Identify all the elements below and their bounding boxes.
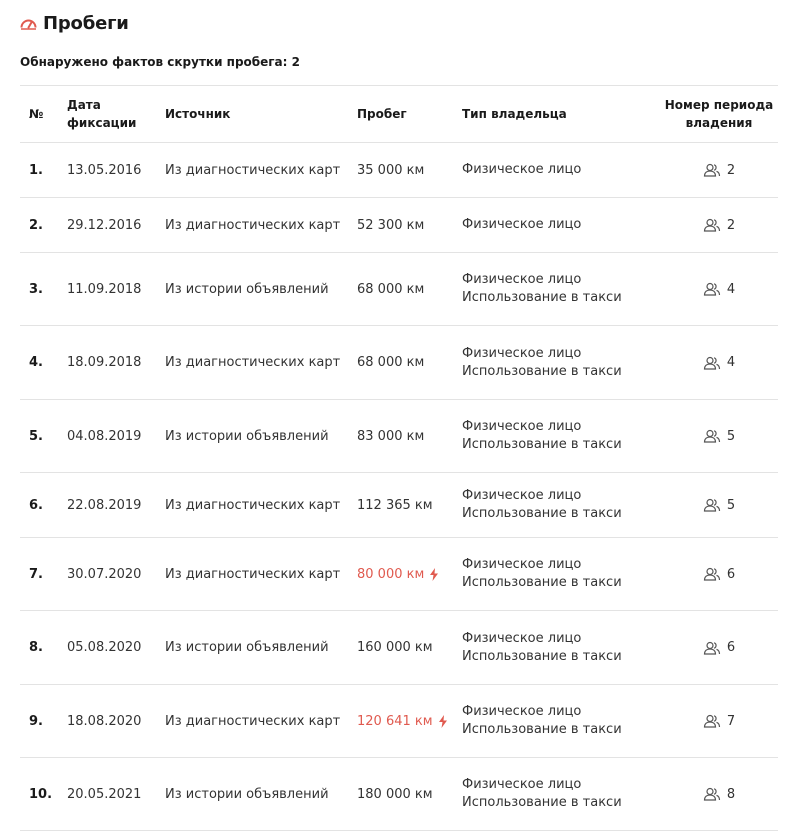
row-owner-period: [660, 685, 778, 757]
row-mileage-value: 83 000 км: [357, 428, 425, 444]
row-date: 18.08.2020: [67, 713, 142, 729]
row-number: 9.: [29, 713, 43, 729]
row-owner-period: [660, 538, 778, 610]
row-mileage: [357, 685, 457, 757]
table-row: [20, 198, 778, 253]
row-owner-period-value: 6: [726, 566, 736, 582]
row-owner-period-value: 2: [726, 217, 736, 233]
row-number: 2.: [29, 217, 43, 233]
owners-icon: [703, 218, 721, 232]
row-owner-type: [462, 473, 662, 537]
col-header-num: №: [29, 107, 44, 121]
owners-icon: [703, 567, 721, 581]
row-owner-type-line2: Использование в такси: [462, 290, 622, 305]
row-owner-type: [462, 253, 662, 325]
row-owner-type-line1: Физическое лицо: [462, 272, 582, 287]
row-owner-type-line2: Использование в такси: [462, 722, 622, 737]
row-number: 1.: [29, 162, 43, 178]
owners-icon: [703, 787, 721, 801]
row-owner-period: [660, 400, 778, 472]
owners-icon: [703, 641, 721, 655]
row-owner-type: [462, 538, 662, 610]
page-title: Пробеги: [43, 12, 129, 34]
row-owner-period-value: 2: [726, 162, 736, 178]
row-date: 20.05.2021: [67, 786, 142, 802]
table-header: [20, 85, 778, 143]
row-owner-period-value: 5: [726, 497, 736, 513]
row-owner-period: [660, 326, 778, 399]
row-source: Из истории объявлений: [165, 428, 329, 444]
col-header-owner-period-line1: Номер периода: [664, 98, 774, 112]
row-owner-type-line2: Использование в такси: [462, 363, 622, 379]
row-mileage: [357, 473, 457, 537]
col-header-source: Источник: [165, 107, 231, 121]
row-date: 11.09.2018: [67, 281, 142, 297]
row-date: 04.08.2019: [67, 428, 142, 444]
row-owner-type-line1: Физическое лицо: [462, 557, 582, 572]
row-owner-type-line2: Использование в такси: [462, 648, 622, 664]
owners-icon: [703, 714, 721, 728]
row-owner-period-value: 5: [726, 428, 736, 444]
row-owner-period: [660, 758, 778, 830]
row-source: Из диагностических карт: [165, 713, 341, 729]
rollback-summary: Обнаружено фактов скрутки пробега: 2: [20, 55, 300, 69]
section-header: [20, 10, 129, 36]
row-owner-period-value: 7: [726, 713, 736, 729]
row-mileage-value: 52 300 км: [357, 217, 425, 233]
row-number: 8.: [29, 640, 43, 655]
row-date: 30.07.2020: [67, 566, 142, 582]
owners-icon: [703, 356, 721, 370]
row-owner-period: [660, 143, 778, 197]
row-mileage-value: 68 000 км: [357, 355, 425, 370]
row-owner-type-line1: Физическое лицо: [462, 217, 582, 232]
row-source: Из диагностических карт: [165, 162, 341, 178]
row-owner-type-line1: Физическое лицо: [462, 630, 582, 646]
row-number: 4.: [29, 355, 43, 370]
table-body: [20, 143, 778, 831]
row-owner-type-line1: Физическое лицо: [462, 488, 582, 503]
table-row: [20, 400, 778, 473]
row-mileage: [357, 253, 457, 325]
row-date: 18.09.2018: [67, 355, 142, 370]
rollback-alert-icon: [438, 715, 448, 728]
row-owner-type: [462, 198, 662, 252]
row-owner-type-line2: Использование в такси: [462, 795, 622, 810]
table-row: [20, 473, 778, 538]
row-source: Из истории объявлений: [165, 640, 329, 655]
row-owner-type: [462, 143, 662, 197]
row-mileage: [357, 143, 457, 197]
row-owner-type: [462, 685, 662, 757]
row-mileage-value: 160 000 км: [357, 640, 433, 655]
row-owner-type: [462, 326, 662, 399]
row-mileage: [357, 198, 457, 252]
row-mileage: [357, 758, 457, 830]
row-number: 6.: [29, 497, 43, 513]
table-row: [20, 253, 778, 326]
row-source: Из диагностических карт: [165, 497, 341, 513]
row-source: Из диагностических карт: [165, 566, 341, 582]
row-owner-type-line1: Физическое лицо: [462, 704, 582, 719]
row-date: 22.08.2019: [67, 497, 142, 513]
col-header-owner-type-label: Тип владельца: [462, 107, 567, 121]
table-row: [20, 611, 778, 685]
owners-icon: [703, 429, 721, 443]
row-date: 05.08.2020: [67, 640, 142, 655]
row-owner-type: [462, 611, 662, 684]
speedometer-icon: [20, 15, 37, 32]
owners-icon: [703, 498, 721, 512]
col-header-owner-period: [660, 86, 778, 142]
row-owner-type-line2: Использование в такси: [462, 437, 622, 452]
row-number: 3.: [29, 281, 43, 297]
row-number: 5.: [29, 428, 43, 444]
row-owner-period: [660, 198, 778, 252]
row-owner-type-line1: Физическое лицо: [462, 777, 582, 792]
row-owner-period-value: 4: [726, 281, 736, 297]
owners-icon: [703, 282, 721, 296]
col-header-mileage: Пробег: [357, 107, 407, 121]
col-header-date-line1: Дата: [67, 98, 101, 112]
row-number: 7.: [29, 566, 43, 582]
col-header-owner-period-line2: владения: [685, 116, 753, 130]
rollback-alert-icon: [429, 568, 439, 581]
row-owner-period-value: 8: [726, 786, 736, 802]
table-row: [20, 326, 778, 400]
row-source: Из истории объявлений: [165, 281, 329, 297]
table-row: [20, 143, 778, 198]
row-mileage-value: 112 365 км: [357, 497, 433, 513]
owners-icon: [703, 163, 721, 177]
row-mileage-value: 120 641 км: [357, 713, 433, 729]
row-owner-type-line1: Физическое лицо: [462, 345, 582, 361]
row-date: 13.05.2016: [67, 162, 142, 178]
col-header-owner-type: [462, 86, 662, 142]
row-owner-period-value: 6: [726, 640, 736, 655]
row-owner-period: [660, 611, 778, 684]
row-owner-period-value: 4: [726, 355, 736, 370]
row-mileage: [357, 326, 457, 399]
row-source: Из истории объявлений: [165, 786, 329, 802]
row-owner-type-line2: Использование в такси: [462, 506, 622, 521]
row-owner-type: [462, 758, 662, 830]
row-mileage-value: 68 000 км: [357, 281, 425, 297]
row-mileage-value: 35 000 км: [357, 162, 425, 178]
table-row: [20, 685, 778, 758]
row-source: Из диагностических карт: [165, 217, 341, 233]
row-mileage: [357, 611, 457, 684]
row-owner-period: [660, 253, 778, 325]
table-row: [20, 538, 778, 611]
col-header-date: [67, 86, 157, 142]
row-owner-period: [660, 473, 778, 537]
row-owner-type-line1: Физическое лицо: [462, 162, 582, 177]
row-mileage-value: 180 000 км: [357, 786, 433, 802]
row-mileage-value: 80 000 км: [357, 566, 425, 582]
row-source: Из диагностических карт: [165, 355, 341, 370]
row-mileage: [357, 538, 457, 610]
row-mileage: [357, 400, 457, 472]
table-row: [20, 758, 778, 831]
row-owner-type-line1: Физическое лицо: [462, 419, 582, 434]
mileage-table: [20, 85, 778, 831]
col-header-date-line2: фиксации: [67, 116, 137, 130]
row-owner-type: [462, 400, 662, 472]
row-owner-type-line2: Использование в такси: [462, 575, 622, 590]
row-date: 29.12.2016: [67, 217, 142, 233]
row-number: 10.: [29, 786, 53, 802]
